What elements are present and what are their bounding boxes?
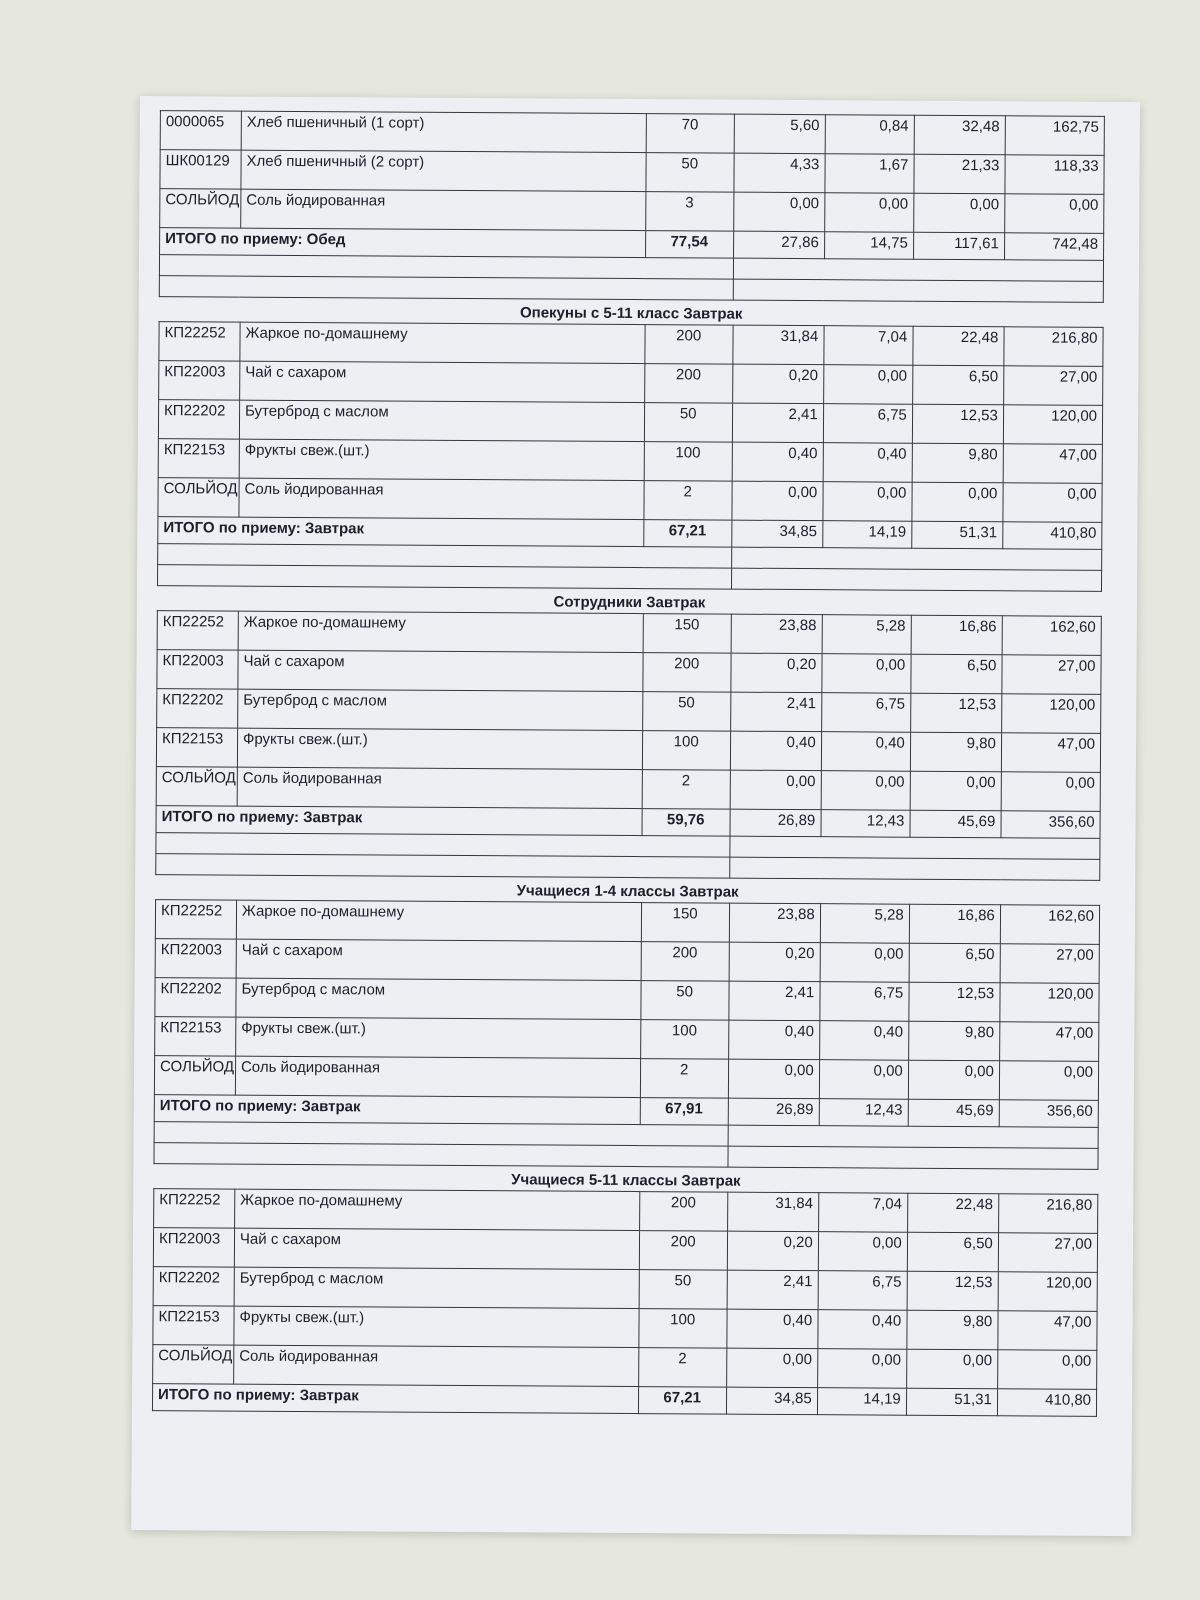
portion-weight: 70 xyxy=(646,114,734,154)
document-page xyxy=(131,96,1140,1536)
protein-value: 2,41 xyxy=(730,692,821,732)
empty-cell xyxy=(154,1143,728,1168)
carb-value: 12,53 xyxy=(912,404,1003,444)
dish-name: Чай с сахаром xyxy=(238,650,643,691)
fat-value: 5,28 xyxy=(820,904,909,944)
total-fat: 14,75 xyxy=(824,232,913,260)
dish-name: Фрукты свеж.(шт.) xyxy=(236,1017,641,1058)
energy-value: 47,00 xyxy=(999,1022,1098,1062)
energy-value: 120,00 xyxy=(1003,405,1102,445)
protein-value: 0,00 xyxy=(733,192,824,232)
total-protein: 34,85 xyxy=(731,520,822,548)
fat-value: 0,40 xyxy=(821,732,910,772)
total-label: ИТОГО по приему: Завтрак xyxy=(156,806,642,836)
dish-name: Хлеб пшеничный (1 сорт) xyxy=(241,111,646,152)
table-row xyxy=(153,1228,1097,1273)
total-cost: 67,21 xyxy=(643,520,731,548)
table-row xyxy=(159,322,1103,367)
dish-name: Соль йодированная xyxy=(241,189,646,230)
empty-cell xyxy=(730,836,1100,859)
total-protein: 26,89 xyxy=(730,809,821,837)
fat-value: 6,75 xyxy=(823,404,912,444)
empty-cell xyxy=(158,565,732,590)
table-row xyxy=(153,1306,1097,1351)
portion-weight: 150 xyxy=(641,903,729,943)
energy-value: 47,00 xyxy=(998,1311,1097,1351)
dish-name: Жаркое по-домашнему xyxy=(238,611,643,652)
total-protein: 34,85 xyxy=(726,1387,817,1415)
protein-value: 0,20 xyxy=(731,653,822,693)
total-protein: 27,86 xyxy=(733,231,824,259)
table-row xyxy=(155,978,1099,1023)
carb-value: 21,33 xyxy=(914,154,1005,194)
dish-name: Фрукты свеж.(шт.) xyxy=(237,728,642,769)
total-energy: 742,48 xyxy=(1004,233,1103,261)
energy-value: 0,00 xyxy=(1004,194,1103,234)
fat-value: 0,00 xyxy=(819,1060,908,1100)
total-label: ИТОГО по приему: Обед xyxy=(160,228,646,258)
total-energy: 410,80 xyxy=(1003,522,1102,550)
dish-code: КП22252 xyxy=(155,900,236,939)
total-fat: 14,19 xyxy=(817,1388,906,1416)
empty-cell xyxy=(728,1125,1098,1148)
total-label: ИТОГО по приему: Завтрак xyxy=(158,517,644,547)
total-row xyxy=(152,1384,1096,1417)
table-row xyxy=(154,1056,1098,1101)
empty-cell xyxy=(159,276,733,301)
dish-name: Бутерброд с маслом xyxy=(239,400,644,441)
empty-cell xyxy=(731,547,1101,570)
fat-value: 0,40 xyxy=(819,1021,908,1061)
portion-weight: 50 xyxy=(644,403,732,443)
portion-weight: 200 xyxy=(645,325,733,365)
section-title: Сотрудники Завтрак xyxy=(553,593,706,612)
fat-value: 7,04 xyxy=(818,1193,907,1233)
protein-value: 2,41 xyxy=(727,1270,818,1310)
protein-value: 0,00 xyxy=(728,1059,819,1099)
table-row xyxy=(160,189,1104,234)
total-carb: 45,69 xyxy=(908,1099,999,1127)
total-carb: 51,31 xyxy=(906,1388,997,1416)
energy-value: 120,00 xyxy=(1001,694,1100,734)
dish-code: КП22252 xyxy=(154,1189,235,1228)
carb-value: 0,00 xyxy=(908,1060,999,1100)
dish-name: Чай с сахаром xyxy=(240,361,645,402)
table-row xyxy=(155,900,1099,945)
fat-value: 1,67 xyxy=(825,154,914,194)
total-cost: 77,54 xyxy=(645,231,733,259)
table-row xyxy=(158,478,1102,523)
carb-value: 22,48 xyxy=(907,1193,998,1233)
fat-value: 6,75 xyxy=(820,982,909,1022)
table-row xyxy=(158,400,1102,445)
dish-code: СОЛЬЙОД xyxy=(154,1056,235,1095)
table-row xyxy=(157,611,1101,656)
dish-code: КП22003 xyxy=(157,650,238,689)
dish-name: Чай с сахаром xyxy=(236,939,641,980)
fat-value: 6,75 xyxy=(821,693,910,733)
carb-value: 0,00 xyxy=(912,482,1003,522)
table-row xyxy=(153,1267,1097,1312)
protein-value: 0,20 xyxy=(729,942,820,982)
dish-code: ШК00129 xyxy=(160,150,241,189)
total-energy: 356,60 xyxy=(1001,811,1100,839)
carb-value: 9,80 xyxy=(910,732,1001,772)
dish-code: КП22153 xyxy=(155,1017,236,1056)
carb-value: 0,00 xyxy=(910,771,1001,811)
fat-value: 6,75 xyxy=(818,1271,907,1311)
portion-weight: 200 xyxy=(641,942,729,982)
menu-document xyxy=(152,110,1105,1417)
dish-code: КП22202 xyxy=(153,1267,234,1306)
carb-value: 22,48 xyxy=(913,326,1004,366)
protein-value: 0,20 xyxy=(727,1231,818,1271)
carb-value: 9,80 xyxy=(908,1021,999,1061)
fat-value: 0,00 xyxy=(823,365,912,405)
dish-name: Жаркое по-домашнему xyxy=(235,1189,640,1230)
dish-name: Соль йодированная xyxy=(234,1345,639,1386)
menu-table xyxy=(153,899,1100,1170)
section-title: Учащиеся 5-11 классы Завтрак xyxy=(511,1171,741,1190)
energy-value: 216,80 xyxy=(1004,327,1103,367)
dish-code: КП22003 xyxy=(155,939,236,978)
menu-table xyxy=(157,321,1104,592)
empty-cell xyxy=(733,279,1103,302)
energy-value: 216,80 xyxy=(998,1194,1097,1234)
carb-value: 9,80 xyxy=(912,443,1003,483)
total-cost: 67,91 xyxy=(640,1098,728,1126)
table-row xyxy=(155,939,1099,984)
protein-value: 23,88 xyxy=(729,903,820,943)
carb-value: 0,00 xyxy=(906,1349,997,1389)
dish-code: КП22202 xyxy=(158,400,239,439)
dish-code: КП22153 xyxy=(158,439,239,478)
carb-value: 12,53 xyxy=(909,982,1000,1022)
table-row xyxy=(154,1189,1098,1234)
total-carb: 51,31 xyxy=(911,521,1002,549)
dish-code: КП22252 xyxy=(159,322,240,361)
table-row xyxy=(160,150,1104,195)
table-row xyxy=(157,650,1101,695)
portion-weight: 200 xyxy=(643,653,731,693)
total-cost: 67,21 xyxy=(638,1387,726,1415)
carb-value: 16,86 xyxy=(911,615,1002,655)
portion-weight: 200 xyxy=(644,364,732,404)
total-carb: 117,61 xyxy=(913,232,1004,260)
portion-weight: 2 xyxy=(642,770,730,810)
dish-code: КП22003 xyxy=(159,361,240,400)
total-protein: 26,89 xyxy=(728,1098,819,1126)
dish-code: КП22153 xyxy=(156,728,237,767)
carb-value: 9,80 xyxy=(907,1310,998,1350)
fat-value: 0,40 xyxy=(823,443,912,483)
protein-value: 4,33 xyxy=(734,153,825,193)
total-cost: 59,76 xyxy=(642,809,730,837)
portion-weight: 100 xyxy=(639,1309,727,1349)
protein-value: 0,00 xyxy=(730,770,821,810)
energy-value: 0,00 xyxy=(999,1061,1098,1101)
protein-value: 2,41 xyxy=(729,981,820,1021)
portion-weight: 2 xyxy=(644,481,732,521)
empty-cell xyxy=(728,1146,1098,1169)
carb-value: 16,86 xyxy=(909,904,1000,944)
total-energy: 356,60 xyxy=(999,1100,1098,1128)
protein-value: 2,41 xyxy=(732,403,823,443)
table-row xyxy=(153,1345,1097,1390)
carb-value: 12,53 xyxy=(910,693,1001,733)
protein-value: 31,84 xyxy=(727,1192,818,1232)
fat-value: 0,00 xyxy=(824,193,913,233)
carb-value: 6,50 xyxy=(909,943,1000,983)
energy-value: 47,00 xyxy=(1003,444,1102,484)
total-carb: 45,69 xyxy=(910,810,1001,838)
dish-code: КП22003 xyxy=(153,1228,234,1267)
dish-name: Фрукты свеж.(шт.) xyxy=(234,1306,639,1347)
carb-value: 12,53 xyxy=(907,1271,998,1311)
portion-weight: 3 xyxy=(645,192,733,232)
fat-value: 0,00 xyxy=(818,1232,907,1272)
table-row xyxy=(157,689,1101,734)
table-row xyxy=(159,361,1103,406)
portion-weight: 200 xyxy=(639,1192,727,1232)
protein-value: 0,00 xyxy=(726,1348,817,1388)
energy-value: 0,00 xyxy=(1001,772,1100,812)
menu-table xyxy=(159,110,1105,303)
menu-table xyxy=(152,1188,1098,1417)
protein-value: 5,60 xyxy=(734,114,825,154)
dish-code: КП22202 xyxy=(155,978,236,1017)
portion-weight: 2 xyxy=(638,1348,726,1388)
dish-code: 0000065 xyxy=(160,111,241,150)
energy-value: 0,00 xyxy=(997,1350,1096,1390)
empty-cell xyxy=(731,568,1101,591)
dish-name: Соль йодированная xyxy=(235,1056,640,1097)
protein-value: 0,20 xyxy=(732,364,823,404)
dish-code: СОЛЬЙОД xyxy=(153,1345,234,1384)
total-label: ИТОГО по приему: Завтрак xyxy=(152,1384,638,1414)
total-label: ИТОГО по приему: Завтрак xyxy=(154,1095,640,1125)
fat-value: 0,84 xyxy=(825,115,914,155)
fat-value: 0,00 xyxy=(820,943,909,983)
energy-value: 27,00 xyxy=(1002,655,1101,695)
total-fat: 12,43 xyxy=(821,810,910,838)
carb-value: 6,50 xyxy=(912,365,1003,405)
energy-value: 162,60 xyxy=(1002,616,1101,656)
dish-code: КП22153 xyxy=(153,1306,234,1345)
portion-weight: 100 xyxy=(644,442,732,482)
carb-value: 32,48 xyxy=(914,115,1005,155)
carb-value: 0,00 xyxy=(913,193,1004,233)
protein-value: 0,40 xyxy=(732,442,823,482)
protein-value: 0,00 xyxy=(732,481,823,521)
carb-value: 6,50 xyxy=(911,654,1002,694)
carb-value: 6,50 xyxy=(907,1232,998,1272)
table-row xyxy=(155,1017,1099,1062)
total-fat: 14,19 xyxy=(822,521,911,549)
dish-code: КП22202 xyxy=(157,689,238,728)
portion-weight: 50 xyxy=(646,153,734,193)
energy-value: 27,00 xyxy=(998,1233,1097,1273)
fat-value: 0,00 xyxy=(823,482,912,522)
energy-value: 47,00 xyxy=(1001,733,1100,773)
fat-value: 0,00 xyxy=(821,771,910,811)
table-row xyxy=(158,439,1102,484)
energy-value: 162,75 xyxy=(1005,116,1104,156)
dish-name: Чай с сахаром xyxy=(234,1228,639,1269)
dish-code: СОЛЬЙОД xyxy=(156,767,237,806)
energy-value: 27,00 xyxy=(1000,944,1099,984)
energy-value: 120,00 xyxy=(998,1272,1097,1312)
empty-cell xyxy=(733,258,1103,281)
fat-value: 7,04 xyxy=(824,326,913,366)
fat-value: 5,28 xyxy=(822,615,911,655)
dish-name: Жаркое по-домашнему xyxy=(240,322,645,363)
fat-value: 0,40 xyxy=(818,1310,907,1350)
portion-weight: 50 xyxy=(642,692,730,732)
dish-name: Бутерброд с маслом xyxy=(234,1267,639,1308)
dish-name: Бутерброд с маслом xyxy=(238,689,643,730)
dish-code: СОЛЬЙОД xyxy=(158,478,239,517)
total-energy: 410,80 xyxy=(997,1389,1096,1417)
energy-value: 118,33 xyxy=(1005,155,1104,195)
dish-code: СОЛЬЙОД xyxy=(160,189,241,228)
section-title: Опекуны с 5-11 класс Завтрак xyxy=(519,304,743,323)
energy-value: 27,00 xyxy=(1003,366,1102,406)
fat-value: 0,00 xyxy=(822,654,911,694)
energy-value: 162,60 xyxy=(1000,905,1099,945)
empty-cell xyxy=(156,854,730,879)
dish-name: Соль йодированная xyxy=(237,767,642,808)
portion-weight: 100 xyxy=(640,1020,728,1060)
protein-value: 0,40 xyxy=(728,1020,819,1060)
energy-value: 0,00 xyxy=(1003,483,1102,523)
section-title: Учащиеся 1-4 классы Завтрак xyxy=(516,882,739,901)
table-row xyxy=(160,111,1104,156)
dish-name: Хлеб пшеничный (2 сорт) xyxy=(241,150,646,191)
portion-weight: 200 xyxy=(639,1231,727,1271)
table-row xyxy=(156,728,1100,773)
portion-weight: 2 xyxy=(640,1059,728,1099)
dish-name: Фрукты свеж.(шт.) xyxy=(239,439,644,480)
protein-value: 0,40 xyxy=(730,731,821,771)
dish-code: КП22252 xyxy=(157,611,238,650)
protein-value: 23,88 xyxy=(731,614,822,654)
portion-weight: 100 xyxy=(642,731,730,771)
empty-cell xyxy=(729,857,1099,880)
dish-name: Бутерброд с маслом xyxy=(236,978,641,1019)
protein-value: 0,40 xyxy=(727,1309,818,1349)
table-row xyxy=(156,767,1100,812)
portion-weight: 50 xyxy=(641,981,729,1021)
dish-name: Жаркое по-домашнему xyxy=(236,900,641,941)
menu-table xyxy=(155,610,1102,881)
fat-value: 0,00 xyxy=(817,1349,906,1389)
protein-value: 31,84 xyxy=(733,325,824,365)
portion-weight: 50 xyxy=(639,1270,727,1310)
portion-weight: 150 xyxy=(643,614,731,654)
total-fat: 12,43 xyxy=(819,1099,908,1127)
energy-value: 120,00 xyxy=(1000,983,1099,1023)
dish-name: Соль йодированная xyxy=(239,478,644,519)
